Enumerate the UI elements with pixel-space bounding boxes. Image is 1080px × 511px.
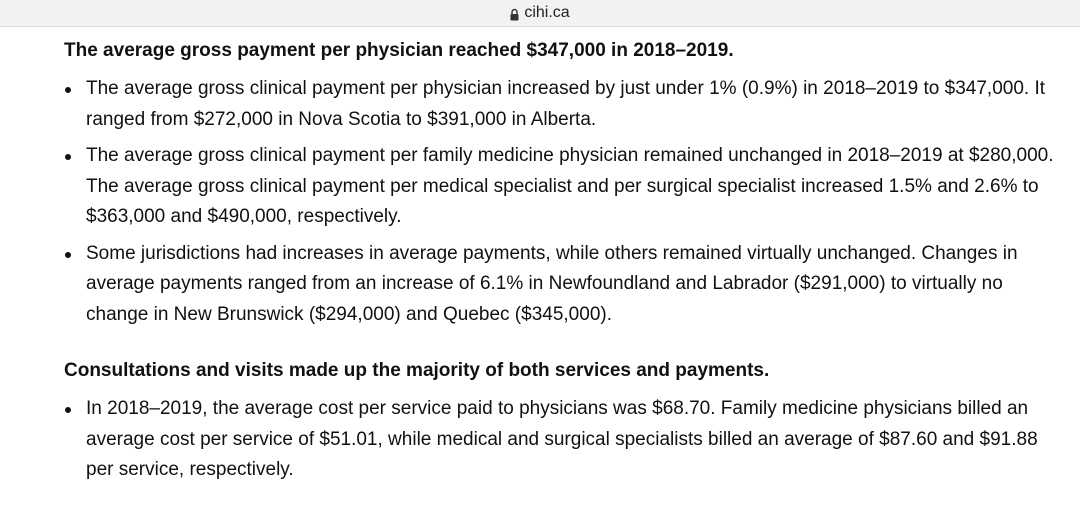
section-heading-services: Consultations and visits made up the majority of both services and payments. <box>64 360 770 381</box>
list-item <box>64 239 1064 331</box>
article-content <box>64 38 1064 492</box>
bullet-icon <box>65 407 71 413</box>
url-display[interactable] <box>510 4 569 22</box>
bullet-icon <box>65 252 71 258</box>
bullet-icon <box>65 154 71 160</box>
lock-icon <box>510 8 519 21</box>
list-item-text: Some jurisdictions had increases in average payments, while others remained virtually unchanged. Changes in average payments ranged from an increase of 6.1% in Newfoundland and Labrador ($291,000) to virtually no change in New Brunswick ($294,000) and Quebec ($345,000). <box>86 242 1018 325</box>
list-item <box>64 394 1064 486</box>
list-item-text: The average gross clinical payment per family medicine physician remained unchanged in 2018–2019 at $280,000. The average gross clinical payment per medical specialist and per surgical specialist increased 1.5% and 2.6% to $363,000 and $490,000, respectively. <box>86 145 1054 227</box>
list-item-text: The average gross clinical payment per physician increased by just under 1% (0.9%) in 2018–2019 to $347,000. It ranged from $272,000 in Nova Scotia to $391,000 in Alberta. <box>86 78 1046 130</box>
bullet-list-services <box>64 394 1064 486</box>
bullet-icon <box>65 87 71 93</box>
address-bar[interactable] <box>0 0 1080 27</box>
bullet-list-payment <box>64 74 1064 330</box>
section-heading-payment: The average gross payment per physician reached $347,000 in 2018–2019. <box>64 40 734 61</box>
url-text: cihi.ca <box>524 4 570 21</box>
list-item <box>64 141 1064 233</box>
list-item <box>64 74 1064 135</box>
list-item-text: In 2018–2019, the average cost per service paid to physicians was $68.70. Family medicine physicians billed an average cost per service of $51.01, while medical and surgical specialists billed an average of $87.60 and $91.88 per service, respectively. <box>86 398 1038 480</box>
